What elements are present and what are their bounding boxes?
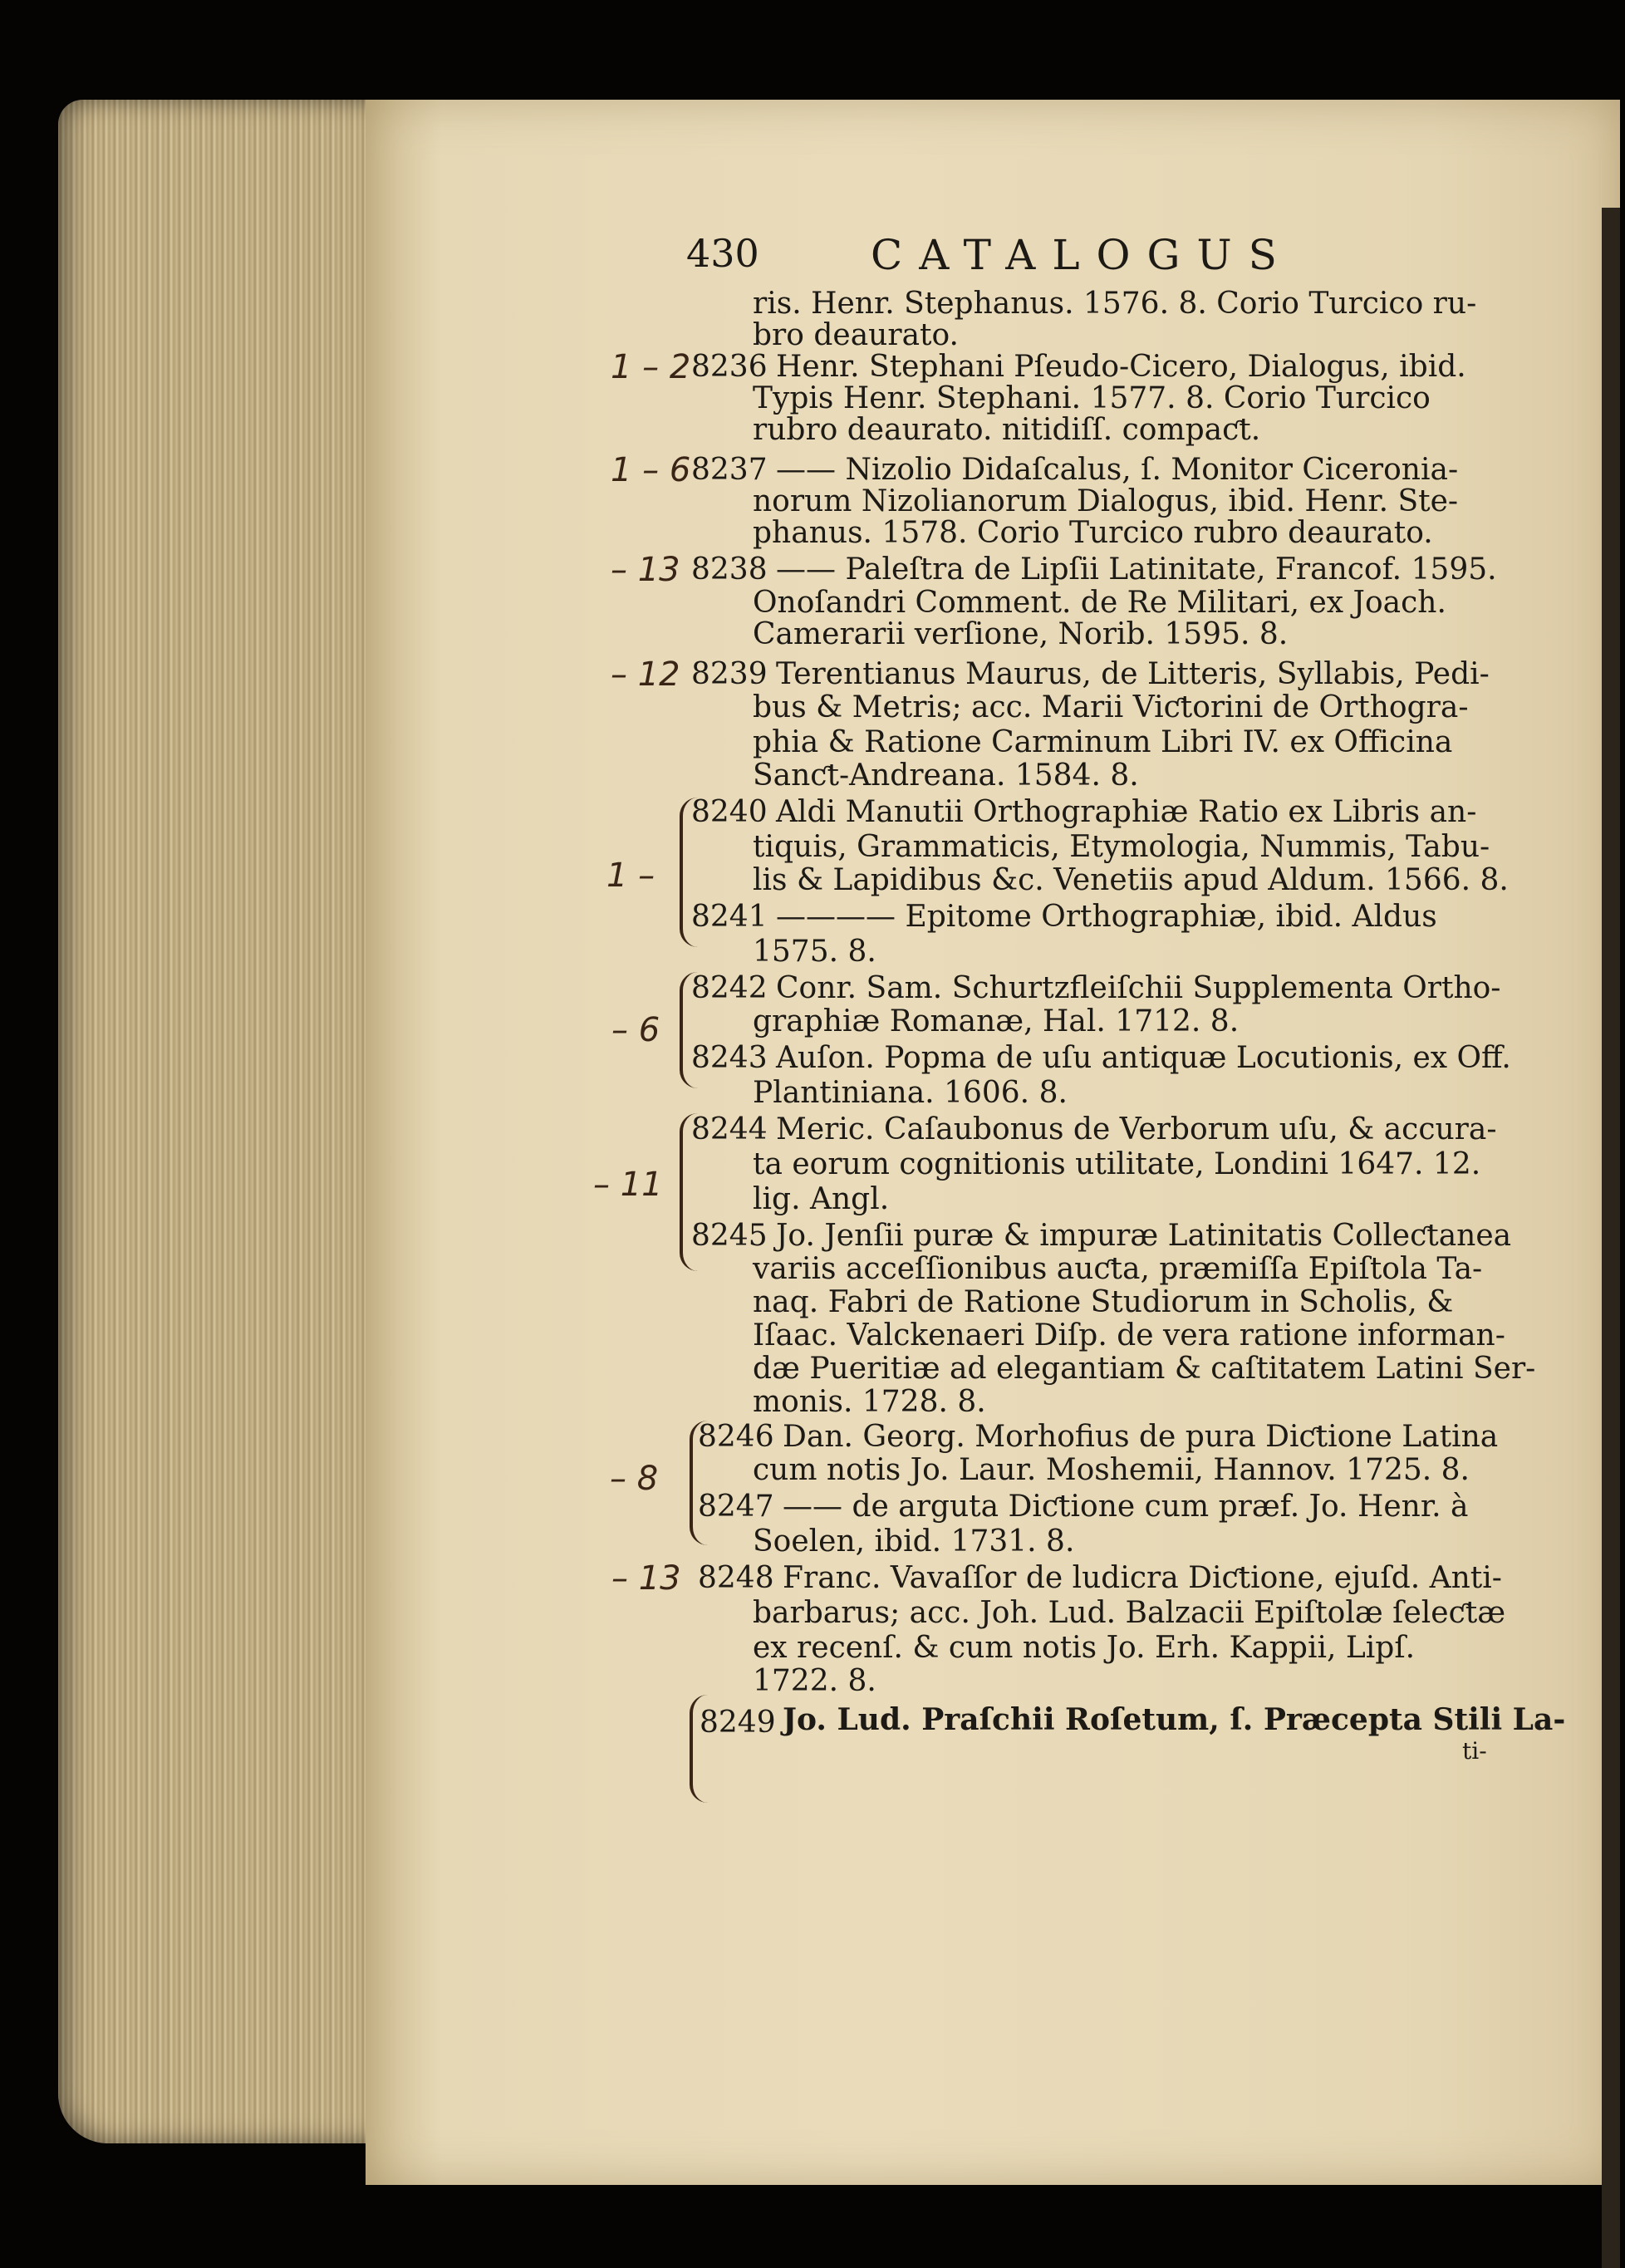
margin-annotation: 1 – — [606, 857, 655, 895]
lot-number: 8247 — [698, 1490, 774, 1524]
page-number: 430 — [686, 231, 759, 276]
entry-line: Jo. Jenſii puræ & impuræ Latinitatis Colleƈtanea — [776, 1219, 1512, 1253]
lot-number: 8249 — [700, 1706, 776, 1740]
entry-line: cum notis Jo. Laur. Moshemii, Hannov. 1725. 8. — [753, 1453, 1470, 1487]
lot-number: 8237 — [691, 453, 768, 487]
entry-line: —— de arguta Diƈtione cum præf. Jo. Henr. à — [783, 1490, 1469, 1524]
entry-line: Henr. Stephani Pſeudo-Cicero, Dialogus, ibid. — [776, 350, 1466, 384]
entry-line: Meric. Caſaubonus de Verborum uſu, & accura- — [776, 1112, 1497, 1146]
lot-number: 8236 — [691, 350, 768, 384]
entry-line: 1575. 8. — [753, 935, 876, 969]
lot-number: 8240 — [691, 795, 768, 829]
margin-annotation: – 8 — [610, 1460, 659, 1498]
entry-line: ———— Epitome Orthographiæ, ibid. Aldus — [776, 900, 1437, 934]
margin-annotation: 1 – 2 — [611, 348, 691, 386]
entry-line: Conr. Sam. Schurtzfleiſchii Supplementa Ortho- — [776, 971, 1501, 1005]
entry-line: Auſon. Popma de uſu antiquæ Locutionis, ex Off. — [776, 1041, 1511, 1075]
entry-line: Plantiniana. 1606. 8. — [753, 1076, 1068, 1110]
entry-line: Camerarii verſione, Norib. 1595. 8. — [753, 617, 1289, 651]
margin-annotation: – 6 — [611, 1011, 660, 1049]
entry-line: bro deaurato. — [753, 318, 959, 352]
entry-line: Iſaac. Valckenaeri Diſp. de vera ratione informan- — [753, 1318, 1505, 1352]
lot-number: 8243 — [691, 1041, 768, 1075]
entry-line: —— Nizolio Didaſcalus, ſ. Monitor Ciceronia- — [776, 453, 1459, 487]
entry-line: barbarus; acc. Joh. Lud. Balzacii Epiſtolæ ſeleƈtæ — [753, 1596, 1506, 1630]
entry-line: Aldi Manutii Orthographiæ Ratio ex Libris an- — [776, 795, 1477, 829]
margin-annotation: – 11 — [593, 1166, 663, 1204]
lot-number: 8248 — [698, 1561, 774, 1595]
entry-line: ris. Henr. Stephanus. 1576. 8. Corio Turcico ru- — [753, 287, 1477, 321]
entry-line: dæ Pueritiæ ad elegantiam & caſtitatem Latini Ser- — [753, 1352, 1536, 1386]
entry-line: Jo. Lud. Praſchii Roſetum, ſ. Præcepta Stili La- — [783, 1702, 1566, 1737]
entry-line: lis & Lapidibus &c. Venetiis apud Aldum. 1566. 8. — [753, 863, 1509, 897]
entry-line: Franc. Vavaſſor de ludicra Diƈtione, ejuſd. Anti- — [783, 1561, 1502, 1595]
entry-line: rubro deaurato. nitidiſſ. compaƈt. — [753, 413, 1261, 447]
lot-number: 8246 — [698, 1420, 774, 1454]
margin-annotation: – 12 — [611, 655, 680, 694]
margin-annotation: – 13 — [611, 551, 680, 589]
catchword: ti- — [1462, 1737, 1487, 1765]
entry-line: Dan. Georg. Morhofius de pura Diƈtione Latina — [783, 1420, 1499, 1454]
entry-line: Terentianus Maurus, de Litteris, Syllabis, Pedi- — [776, 657, 1490, 691]
entry-line: Onoſandri Comment. de Re Militari, ex Joach. — [753, 586, 1446, 620]
entry-line: monis. 1728. 8. — [753, 1385, 986, 1419]
entry-line: Soelen, ibid. 1731. 8. — [753, 1524, 1075, 1559]
entry-line: lig. Angl. — [753, 1182, 890, 1216]
lot-number: 8242 — [691, 971, 768, 1005]
entry-line: phanus. 1578. Corio Turcico rubro deaurato. — [753, 516, 1433, 550]
running-title: CATALOGUS — [871, 231, 1294, 279]
entry-line: Typis Henr. Stephani. 1577. 8. Corio Turcico — [753, 381, 1431, 415]
entry-line: naq. Fabri de Ratione Studiorum in Scholis, & — [753, 1285, 1454, 1319]
lot-number: 8239 — [691, 657, 768, 691]
entry-line: graphiæ Romanæ, Hal. 1712. 8. — [753, 1004, 1240, 1038]
entry-line: norum Nizolianorum Dialogus, ibid. Henr. Ste- — [753, 484, 1459, 518]
margin-annotation: 1 – 6 — [611, 451, 691, 489]
lot-number: 8244 — [691, 1112, 768, 1146]
lot-number: 8241 — [691, 900, 768, 934]
entry-line: variis acceſſionibus auƈta, præmiſſa Epiſtola Ta- — [753, 1252, 1483, 1286]
margin-annotation: – 13 — [611, 1559, 681, 1598]
entry-line: 1722. 8. — [753, 1664, 876, 1698]
entry-line: —— Paleſtra de Lipſii Latinitate, Francof. 1595. — [776, 552, 1497, 587]
entry-line: Sanƈt-Andreana. 1584. 8. — [753, 758, 1139, 793]
entry-line: phia & Ratione Carminum Libri IV. ex Officina — [753, 725, 1453, 759]
lot-number: 8238 — [691, 552, 768, 587]
entry-line: ta eorum cognitionis utilitate, Londini 1647. 12. — [753, 1147, 1481, 1181]
entry-line: tiquis, Grammaticis, Etymologia, Nummis, Tabu- — [753, 830, 1490, 864]
lot-number: 8245 — [691, 1219, 768, 1253]
entry-line: bus & Metris; acc. Marii Viƈtorini de Orthogra- — [753, 690, 1469, 724]
entry-line: ex recenſ. & cum notis Jo. Erh. Kappii, Lipſ. — [753, 1631, 1416, 1665]
